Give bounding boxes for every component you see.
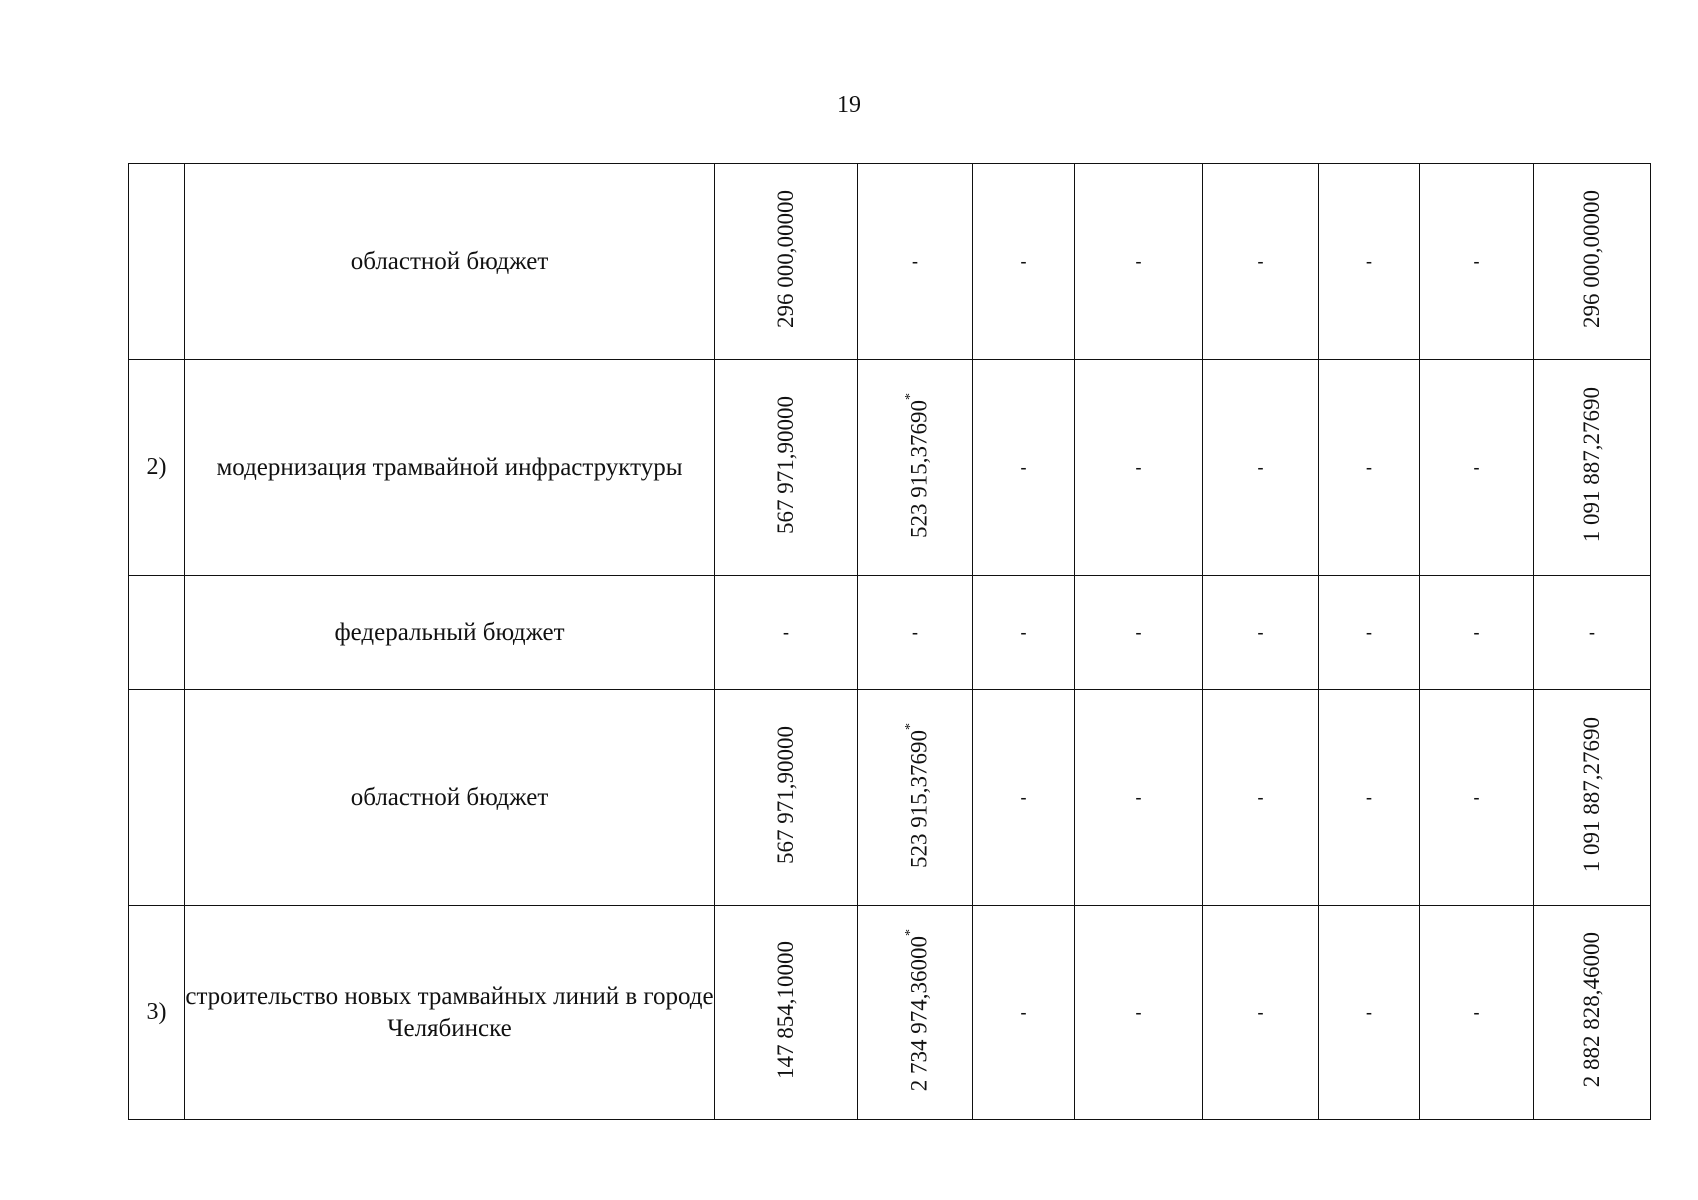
dash-value: - bbox=[1473, 251, 1480, 271]
footnote-mark: * bbox=[902, 928, 918, 936]
dash-value: - bbox=[1257, 1002, 1264, 1022]
row-name: областной бюджет bbox=[185, 164, 715, 360]
rotated-value bbox=[898, 393, 933, 538]
dash-value: - bbox=[1257, 251, 1264, 271]
value-cell bbox=[1319, 164, 1420, 360]
value-cell bbox=[1534, 576, 1651, 690]
dash-value: - bbox=[1135, 1002, 1142, 1022]
table-row bbox=[129, 906, 1651, 1120]
value-cell bbox=[858, 164, 973, 360]
value-cell bbox=[715, 576, 858, 690]
dash-value: - bbox=[1135, 457, 1142, 477]
value-text: 296 000,00000 bbox=[773, 190, 798, 328]
rotated-value bbox=[1579, 932, 1605, 1087]
row-number: 3) bbox=[129, 906, 185, 1120]
value-cell bbox=[973, 906, 1075, 1120]
value-text: 1 091 887,27690 bbox=[1579, 717, 1604, 873]
value-cell bbox=[715, 690, 858, 906]
value-cell bbox=[1075, 164, 1203, 360]
table-row bbox=[129, 164, 1651, 360]
value-cell bbox=[1420, 690, 1534, 906]
dash-value: - bbox=[1020, 251, 1027, 271]
value-cell bbox=[973, 164, 1075, 360]
value-cell bbox=[1420, 906, 1534, 1120]
dash-value: - bbox=[912, 622, 918, 642]
dash-value: - bbox=[1473, 1002, 1480, 1022]
table-row bbox=[129, 576, 1651, 690]
rotated-value bbox=[898, 929, 933, 1091]
value-cell bbox=[1203, 690, 1319, 906]
row-name: строительство новых трамвайных линий в городе Челябинске bbox=[185, 906, 715, 1120]
row-number bbox=[129, 164, 185, 360]
value-cell bbox=[1203, 360, 1319, 576]
value-text: 2 882 828,46000 bbox=[1579, 932, 1604, 1088]
dash-value: - bbox=[912, 251, 918, 271]
value-cell bbox=[973, 690, 1075, 906]
rotated-value bbox=[773, 396, 799, 534]
value-cell bbox=[1319, 690, 1420, 906]
value-text: 296 000,00000 bbox=[1579, 190, 1604, 328]
row-name: модернизация трамвайной инфраструктуры bbox=[185, 360, 715, 576]
dash-value: - bbox=[1589, 622, 1595, 642]
value-cell bbox=[1420, 360, 1534, 576]
value-text: 523 915,37690 bbox=[906, 729, 932, 868]
value-cell bbox=[715, 164, 858, 360]
dash-value: - bbox=[1366, 251, 1372, 271]
dash-value: - bbox=[1257, 457, 1264, 477]
value-cell bbox=[1203, 164, 1319, 360]
dash-value: - bbox=[1366, 457, 1372, 477]
dash-value: - bbox=[1020, 622, 1027, 642]
dash-value: - bbox=[1020, 457, 1027, 477]
rotated-value bbox=[1579, 190, 1605, 328]
value-cell bbox=[858, 906, 973, 1120]
dash-value: - bbox=[1020, 1002, 1027, 1022]
row-number bbox=[129, 690, 185, 906]
value-cell bbox=[1319, 906, 1420, 1120]
value-cell bbox=[1420, 164, 1534, 360]
value-text: 567 971,90000 bbox=[773, 396, 798, 534]
value-cell bbox=[1319, 360, 1420, 576]
row-name: федеральный бюджет bbox=[185, 576, 715, 690]
rotated-value bbox=[1579, 387, 1605, 542]
dash-value: - bbox=[1366, 787, 1372, 807]
dash-value: - bbox=[1366, 622, 1372, 642]
value-cell bbox=[1203, 576, 1319, 690]
value-cell bbox=[715, 360, 858, 576]
value-cell bbox=[973, 576, 1075, 690]
dash-value: - bbox=[1473, 457, 1480, 477]
dash-value: - bbox=[783, 622, 789, 642]
value-cell bbox=[1203, 906, 1319, 1120]
dash-value: - bbox=[1135, 787, 1142, 807]
value-cell bbox=[1075, 906, 1203, 1120]
value-cell bbox=[1420, 576, 1534, 690]
value-cell bbox=[1075, 360, 1203, 576]
value-text: 523 915,37690 bbox=[906, 399, 932, 538]
budget-table bbox=[128, 163, 1651, 1120]
row-name: областной бюджет bbox=[185, 690, 715, 906]
value-cell bbox=[858, 576, 973, 690]
rotated-value bbox=[773, 726, 799, 864]
value-cell bbox=[715, 906, 858, 1120]
rotated-value bbox=[773, 941, 799, 1079]
value-cell bbox=[1075, 690, 1203, 906]
value-cell bbox=[1534, 690, 1651, 906]
value-cell bbox=[1534, 164, 1651, 360]
value-cell bbox=[858, 360, 973, 576]
value-text: 567 971,90000 bbox=[773, 726, 798, 864]
value-cell bbox=[1319, 576, 1420, 690]
dash-value: - bbox=[1366, 1002, 1372, 1022]
value-cell bbox=[1075, 576, 1203, 690]
footnote-mark: * bbox=[902, 392, 918, 400]
value-cell bbox=[1534, 360, 1651, 576]
rotated-value bbox=[898, 723, 933, 868]
dash-value: - bbox=[1257, 622, 1264, 642]
dash-value: - bbox=[1020, 787, 1027, 807]
value-cell bbox=[1534, 906, 1651, 1120]
dash-value: - bbox=[1473, 787, 1480, 807]
rotated-value bbox=[1579, 717, 1605, 872]
footnote-mark: * bbox=[902, 722, 918, 730]
value-text: 1 091 887,27690 bbox=[1579, 387, 1604, 543]
page-number: 19 bbox=[837, 92, 861, 118]
table-row bbox=[129, 690, 1651, 906]
value-cell bbox=[973, 360, 1075, 576]
dash-value: - bbox=[1257, 787, 1264, 807]
rotated-value bbox=[773, 190, 799, 328]
value-text: 147 854,10000 bbox=[773, 941, 798, 1079]
dash-value: - bbox=[1135, 251, 1142, 271]
dash-value: - bbox=[1473, 622, 1480, 642]
row-number bbox=[129, 576, 185, 690]
dash-value: - bbox=[1135, 622, 1142, 642]
value-cell bbox=[858, 690, 973, 906]
table-row bbox=[129, 360, 1651, 576]
value-text: 2 734 974,36000 bbox=[906, 935, 932, 1092]
row-number: 2) bbox=[129, 360, 185, 576]
